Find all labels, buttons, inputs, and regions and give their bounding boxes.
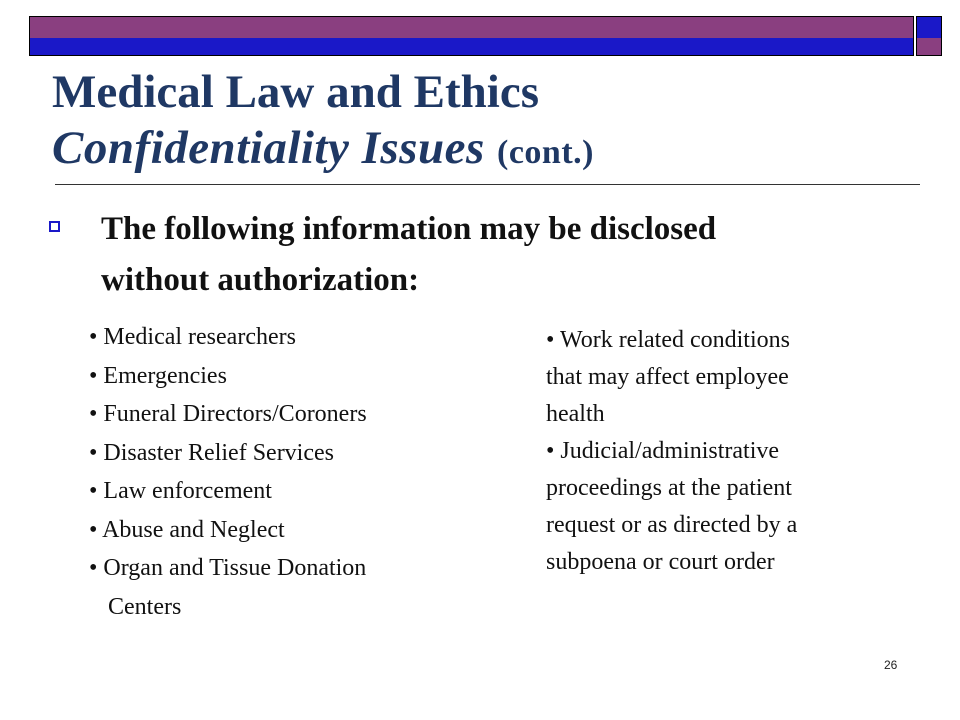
slide-title — [52, 64, 932, 181]
list-item: • Funeral Directors/Coroners — [89, 401, 367, 427]
page-number: 26 — [884, 658, 898, 672]
corner-square-bottom — [916, 38, 942, 56]
right-list-line: proceedings at the patient — [546, 475, 792, 501]
main-bullet-line-2: without authorization: — [101, 262, 420, 298]
title-line-1: Medical Law and Ethics — [52, 66, 540, 118]
header-bar — [29, 16, 914, 40]
left-list — [89, 318, 489, 626]
title-line-2 — [52, 120, 932, 181]
main-bullet — [101, 204, 921, 306]
main-bullet-line-1: The following information may be disclosed — [101, 211, 717, 247]
corner-square-top — [916, 16, 942, 40]
title-line-2-text: Confidentiality Issues — [52, 122, 485, 174]
list-item: • Abuse and Neglect — [89, 516, 285, 543]
title-divider — [55, 184, 920, 185]
list-item: • Medical researchers — [89, 324, 296, 350]
square-bullet-icon — [49, 221, 60, 232]
list-item: • Law enforcement — [89, 478, 272, 504]
header-stripe — [29, 38, 914, 56]
list-item: • Organ and Tissue Donation — [89, 555, 367, 581]
right-list-line: • Judicial/administrative — [546, 438, 780, 464]
list-item-continuation: Centers — [108, 593, 182, 620]
right-list-line: that may affect employee — [546, 364, 789, 390]
title-cont-suffix: (cont.) — [497, 134, 594, 171]
right-list — [546, 322, 906, 581]
right-list-line: request or as directed by a — [546, 512, 798, 538]
right-list-line: • Work related conditions — [546, 327, 790, 353]
right-list-line: subpoena or court order — [546, 549, 775, 575]
list-item: • Disaster Relief Services — [89, 439, 334, 466]
list-item: • Emergencies — [89, 362, 227, 389]
right-list-line: health — [546, 401, 605, 427]
